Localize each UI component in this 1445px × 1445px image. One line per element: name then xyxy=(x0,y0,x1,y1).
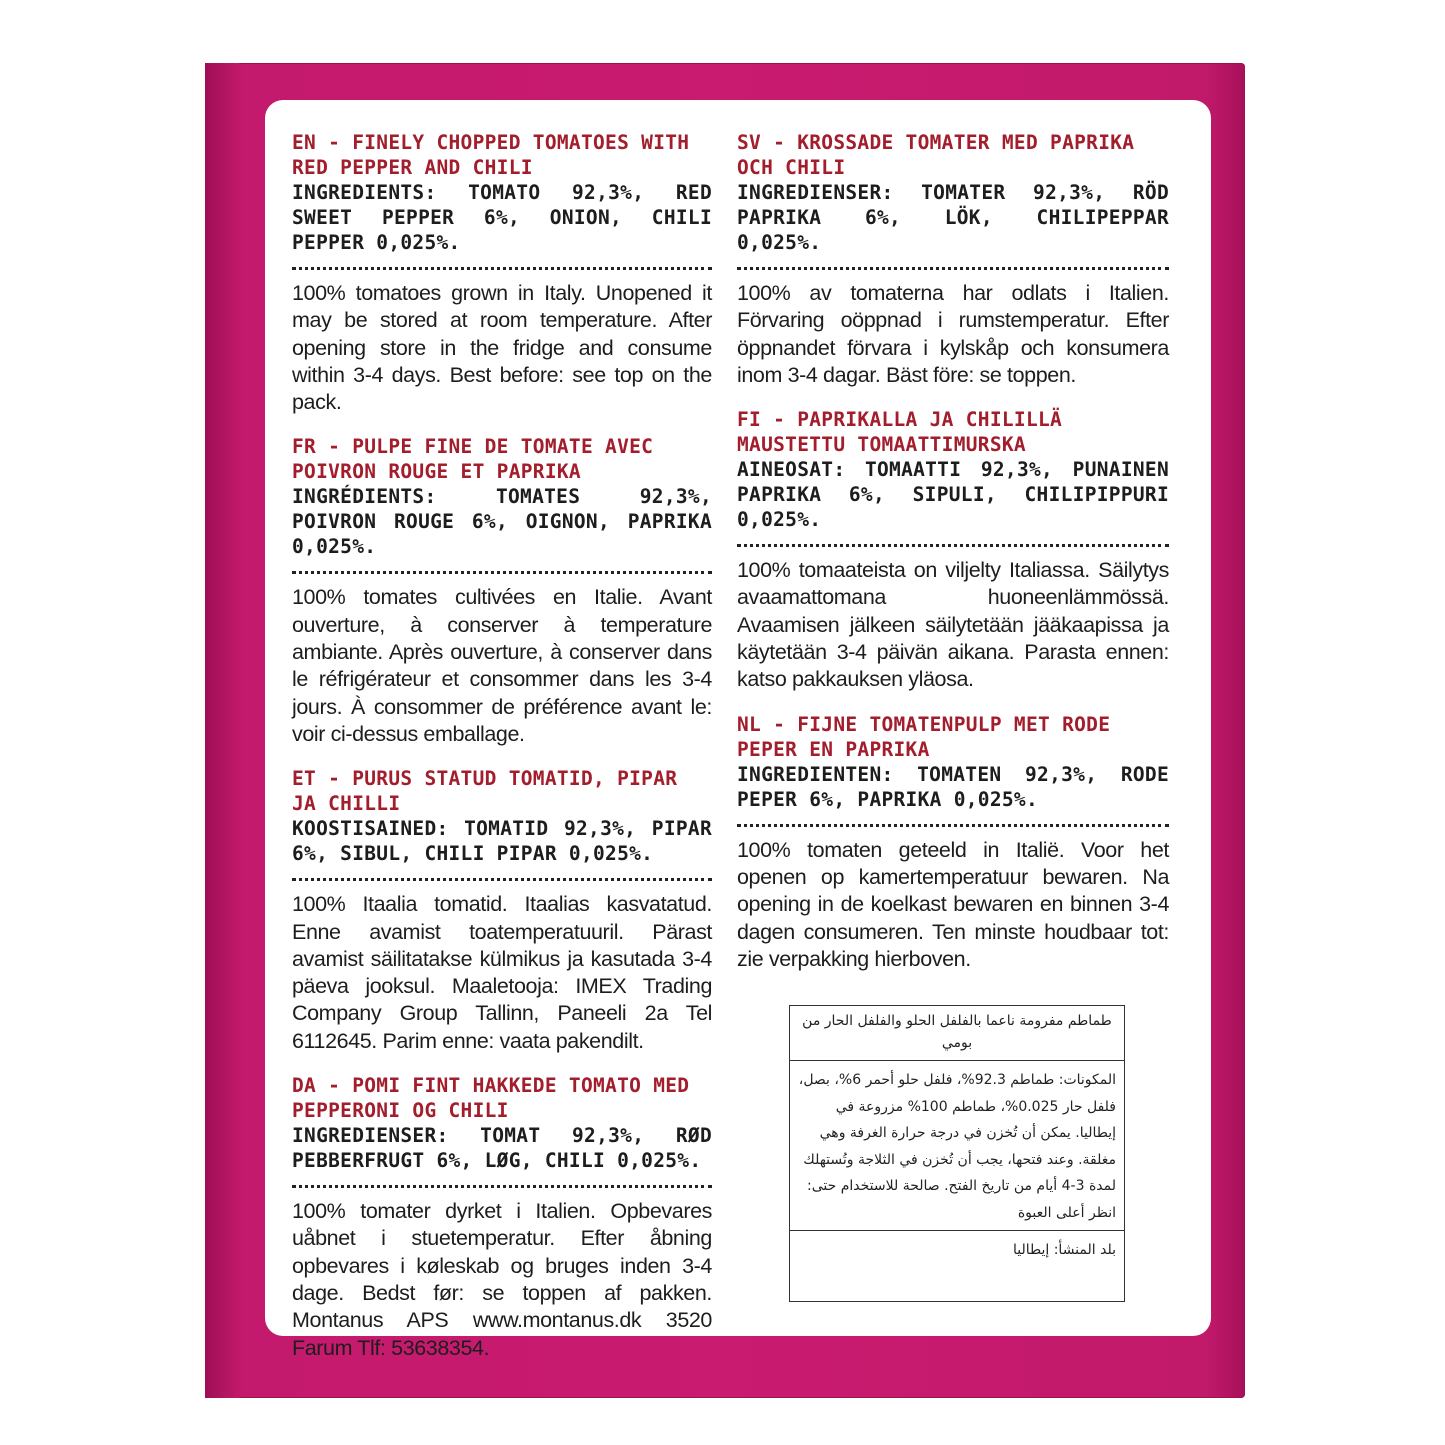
section-title: NL - FIJNE TOMATENPULP MET RODE PEPER EN PAPRIKA xyxy=(737,712,1111,761)
section-ingredients: INGRÉDIENTS: TOMATES 92,3%, POIVRON ROUGE 6%, OIGNON, PAPRIKA 0,025%. xyxy=(292,485,712,559)
box-side-edge xyxy=(205,63,239,1398)
section-body: 100% tomaten geteeld in Italië. Voor het openen op kamertemperatuur bewaren. Na opening in de koelkast bewaren en binnen 3-4 dagen consumeren. Ten minste houdbaar tot: zie verpakking hierboven. xyxy=(737,837,1169,971)
dotted-divider xyxy=(737,824,1169,827)
section-ingredients: INGREDIENTS: TOMATO 92,3%, RED SWEET PEPPER 6%, ONION, CHILI PEPPER 0,025%. xyxy=(292,181,712,254)
section-title: EN - FINELY CHOPPED TOMATOES WITH RED PEPPER AND CHILI xyxy=(292,131,690,179)
section-fr xyxy=(292,434,712,748)
dotted-divider xyxy=(292,267,712,270)
dotted-divider xyxy=(292,878,712,881)
dotted-divider xyxy=(292,1185,712,1188)
dotted-divider xyxy=(737,544,1169,547)
section-ingredients: INGREDIENTEN: TOMATEN 92,3%, RODE PEPER 6%, PAPRIKA 0,025%. xyxy=(737,762,1169,811)
section-body: 100% tomaateista on viljelty Italiassa. Säilytys avaamattomana huoneenlämmössä. Avaamisen jälkeen säilytetään jääkaapissa ja käytetään 3-4 päivän aikana. Parasta ennen: katso pakkauksen yläosa. xyxy=(737,558,1169,692)
arabic-body: المكونات: طماطم 92.3%، فلفل حلو أحمر 6%، بصل، فلفل حار 0.025%، طماطم 100% مزروعة في إيطاليا. يمكن أن تُخزن في درجة حرارة الغرفة وهي مغلقة. وعند فتحها، يجب أن تُخزن في الثلاجة وتُستهلك لمدة 3-4 أيام من تاريخ الفتح. صالحة للاستخدام حتى: انظر أعلى العبوة xyxy=(790,1061,1124,1231)
section-fi xyxy=(737,407,1169,693)
section-en xyxy=(292,130,712,416)
section-body: 100% tomatoes grown in Italy. Unopened it may be stored at room temperature. After opening store in the fridge and consume within 3-4 days. Best before: see top on the pack. xyxy=(292,281,712,415)
section-body: 100% av tomaterna har odlats i Italien. Förvaring oöppnad i rumstemperatur. Efter öppnandet förvara i kylskåp och konsumera inom 3-4 dagar. Bäst före: se toppen. xyxy=(737,281,1169,387)
section-da xyxy=(292,1073,712,1362)
section-ingredients: INGREDIENSER: TOMAT 92,3%, RØD PEBBERFRUGT 6%, LØG, CHILI 0,025%. xyxy=(292,1124,712,1173)
right-column xyxy=(737,130,1169,991)
dotted-divider xyxy=(737,267,1169,270)
section-ingredients: KOOSTISAINED: TOMATID 92,3%, PIPAR 6%, SIBUL, CHILI PIPAR 0,025%. xyxy=(292,817,712,866)
section-et xyxy=(292,766,712,1055)
arabic-title: طماطم مفرومة ناعما بالفلفل الحلو والفلفل الحار من بومي xyxy=(790,1006,1124,1061)
section-title: FR - PULPE FINE DE TOMATE AVEC POIVRON ROUGE ET PAPRIKA xyxy=(292,435,654,484)
section-ingredients: INGREDIENSER: TOMATER 92,3%, RÖD PAPRIKA 6%, LÖK, CHILIPEPPAR 0,025%. xyxy=(737,181,1169,254)
section-title: SV - KROSSADE TOMATER MED PAPRIKA OCH CHILI xyxy=(737,131,1135,179)
left-column xyxy=(292,130,712,1380)
section-ingredients: AINEOSAT: TOMAATTI 92,3%, PUNAINEN PAPRIKA 6%, SIPULI, CHILIPIPPURI 0,025%. xyxy=(737,458,1169,532)
section-nl xyxy=(737,712,1169,973)
section-title: DA - POMI FINT HAKKEDE TOMATO MED PEPPERONI OG CHILI xyxy=(292,1074,690,1123)
section-title: FI - PAPRIKALLA JA CHILILLÄ MAUSTETTU TOMAATTIMURSKA xyxy=(737,408,1063,457)
arabic-info-box xyxy=(789,1005,1125,1302)
section-title: ET - PURUS STATUD TOMATID, PIPAR JA CHILLI xyxy=(292,767,678,816)
dotted-divider xyxy=(292,571,712,574)
section-body: 100% Itaalia tomatid. Itaalias kasvatatud. Enne avamist toatemperatuuril. Pärast avamist säilitatakse külmikus ja kasutada 3-4 päeva jooksul. Maaletooja: IMEX Trading Company Group Tallinn, Paneeli 2a Tel 6112645. Parim enne: vaata pakendilt. xyxy=(292,892,712,1053)
section-body: 100% tomates cultivées en Italie. Avant ouverture, à conserver à temperature ambiante. Après ouverture, à conserver dans le réfrigérateur et consommer dans les 3-4 jours. À consommer de préférence avant le: voir ci-dessus emballage. xyxy=(292,585,712,746)
section-body: 100% tomater dyrket i Italien. Opbevares uåbnet i stuetemperatur. Efter åbning opbevares i køleskab og bruges inden 3-4 dage. Bedst før: se toppen af pakken. Montanus APS www.montanus.dk 3520 Farum Tlf: 53638354. xyxy=(292,1199,712,1360)
arabic-origin: بلد المنشأ: إيطاليا xyxy=(1012,1242,1116,1258)
section-sv xyxy=(737,130,1169,389)
